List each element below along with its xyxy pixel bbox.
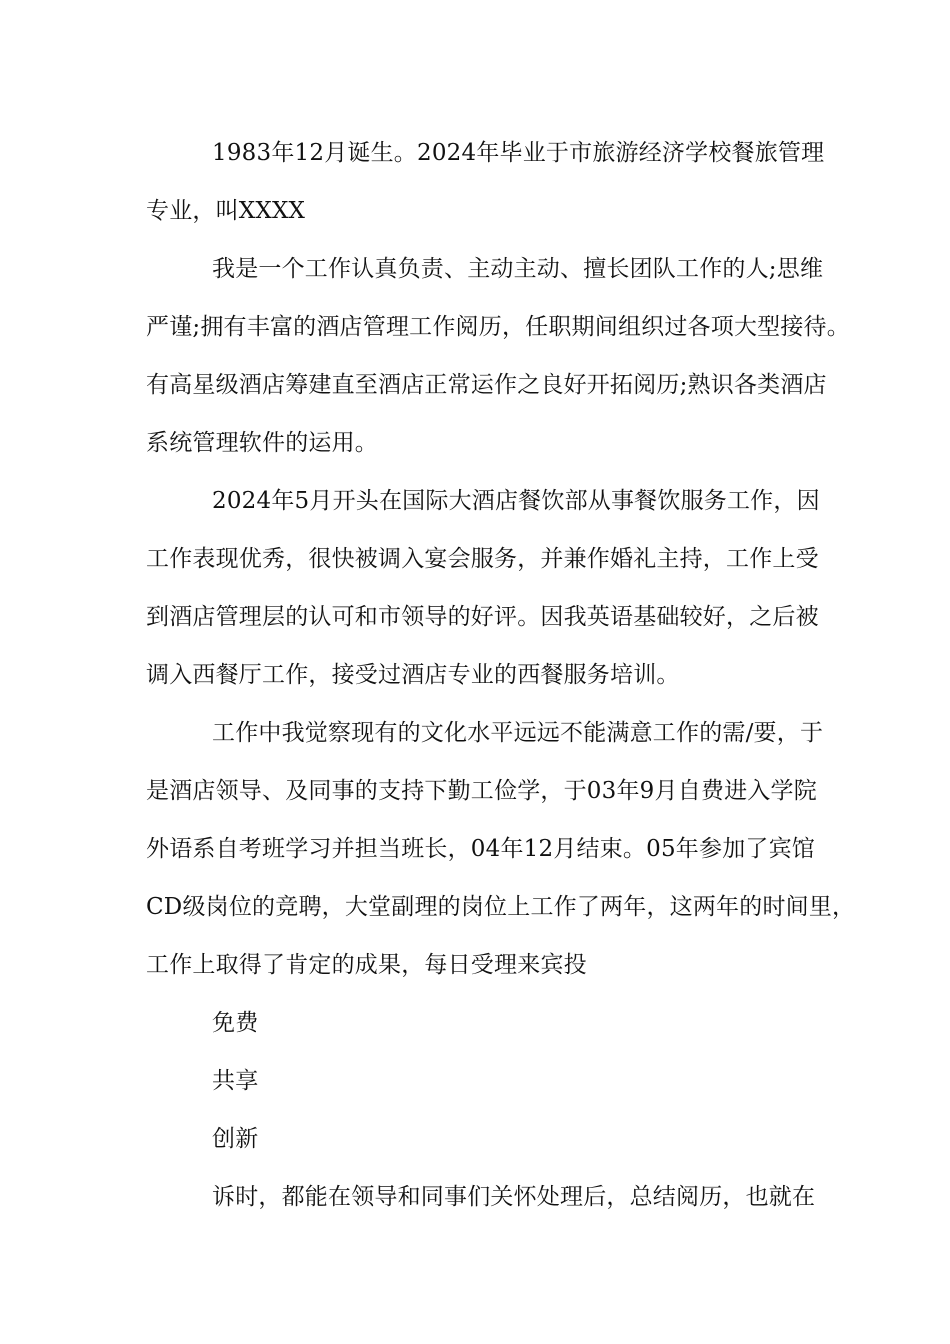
paragraph-2-line-2: 严谨;拥有丰富的酒店管理工作阅历，任职期间组织过各项大型接待。 — [146, 314, 850, 340]
paragraph-3-line-3: 到酒店管理层的认可和市领导的好评。因我英语基础较好，之后被 — [146, 604, 819, 630]
paragraph-3-line-1: 2024年5月开头在国际大酒店餐饮部从事餐饮服务工作，因 — [212, 488, 820, 514]
share-label: 共享 — [212, 1068, 259, 1094]
paragraph-1-line-2: 专业，叫XXXX — [146, 198, 306, 224]
paragraph-4-line-4: CD级岗位的竞聘，大堂副理的岗位上工作了两年，这两年的时间里， — [146, 894, 856, 920]
paragraph-final-line-1: 诉时，都能在领导和同事们关怀处理后，总结阅历，也就在 — [212, 1184, 816, 1210]
paragraph-4-line-1: 工作中我觉察现有的文化水平远远不能满意工作的需/要，于 — [212, 720, 824, 746]
paragraph-2-line-3: 有高星级酒店筹建直至酒店正常运作之良好开拓阅历;熟识各类酒店 — [146, 372, 827, 398]
paragraph-4-line-5: 工作上取得了肯定的成果，每日受理来宾投 — [146, 952, 587, 978]
paragraph-4-line-2: 是酒店领导、及同事的支持下勤工俭学，于03年9月自费进入学院 — [146, 778, 817, 804]
paragraph-2-line-4: 系统管理软件的运用。 — [146, 430, 378, 456]
paragraph-3-line-2: 工作表现优秀，很快被调入宴会服务，并兼作婚礼主持，工作上受 — [146, 546, 819, 572]
paragraph-2-line-1: 我是一个工作认真负责、主动主动、擅长团队工作的人;思维 — [212, 256, 824, 282]
paragraph-3-line-4: 调入西餐厅工作，接受过酒店专业的西餐服务培训。 — [146, 662, 680, 688]
paragraph-4-line-3: 外语系自考班学习并担当班长，04年12月结束。05年参加了宾馆 — [146, 836, 815, 862]
free-label: 免费 — [212, 1010, 259, 1036]
innovate-label: 创新 — [212, 1126, 259, 1152]
paragraph-1-line-1: 1983年12月诞生。2024年毕业于市旅游经济学校餐旅管理 — [212, 140, 825, 166]
